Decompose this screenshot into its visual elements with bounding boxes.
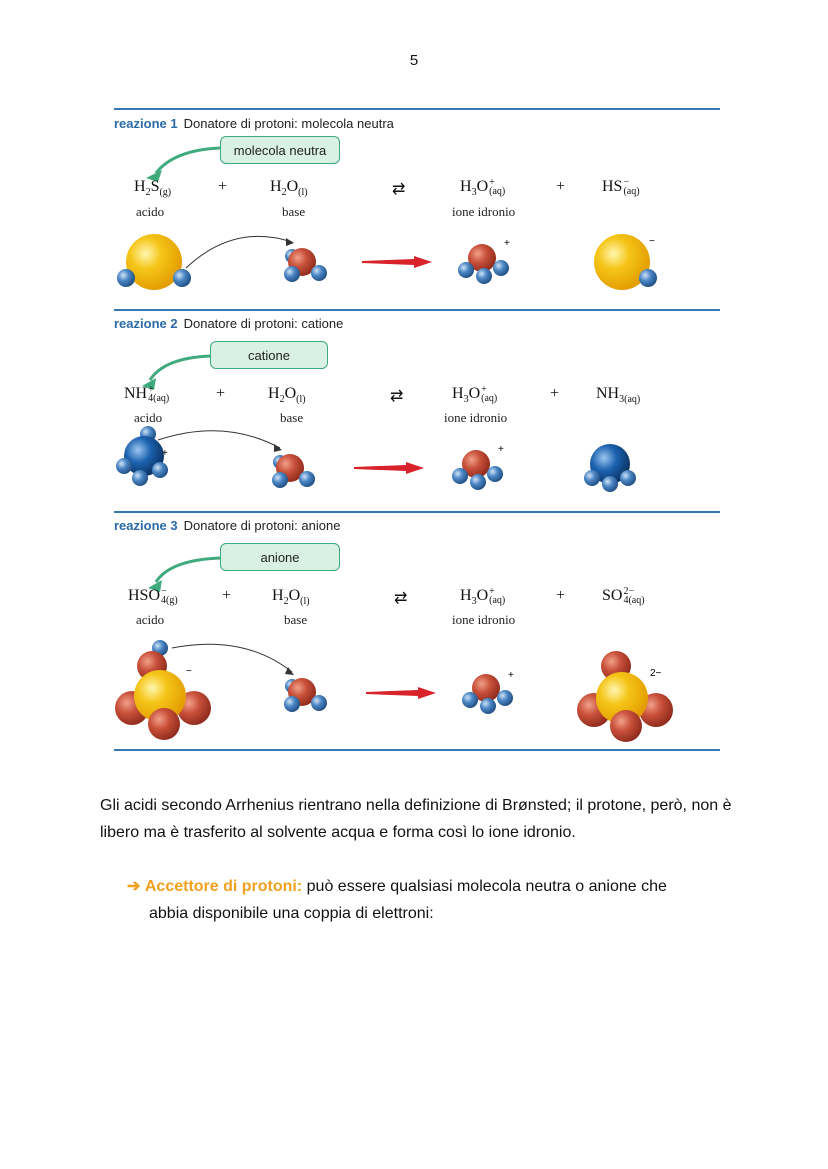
- equilibrium-icon: ⇄: [392, 181, 406, 198]
- acid-label: acido: [134, 410, 163, 425]
- reaction-3-molecules: [114, 638, 720, 748]
- base-formula: $H_2O_{(l)}$: [272, 587, 310, 608]
- reaction-number: reazione 1: [114, 116, 178, 131]
- product-formula: HS − (aq): [602, 177, 640, 198]
- acid-formula: NH + 4(aq): [124, 384, 170, 405]
- bullet-item: [127, 873, 747, 927]
- sulfur-atom: [126, 234, 182, 290]
- plus-sign: +: [216, 385, 226, 402]
- product-formula: SO 2− 4(aq): [602, 586, 645, 607]
- svg-text:2−: 2−: [650, 668, 662, 679]
- reaction-figure: [114, 108, 720, 753]
- hydronium-label: ione idronio: [452, 204, 516, 219]
- body-paragraph: Gli acidi secondo Arrhenius rientrano nella definizione di Brønsted; il protone, però, non è libero ma è trasferito al solvente acqua e forma così lo ione idronio.: [100, 797, 732, 841]
- arrow-right-icon: ➔: [127, 878, 141, 895]
- red-arrow-icon: [354, 462, 424, 474]
- tag-anione: anione: [220, 543, 340, 571]
- plus-sign: +: [556, 587, 566, 604]
- svg-text:+: +: [504, 238, 510, 249]
- svg-text:+: +: [162, 448, 168, 459]
- tag-molecola-neutra: molecola neutra: [220, 136, 340, 164]
- hydronium-label: ione idronio: [452, 612, 516, 627]
- reaction-1-molecules: [114, 228, 720, 298]
- reaction-number: reazione 3: [114, 518, 178, 533]
- section-divider: [114, 749, 720, 751]
- base-formula: $H_2O_{(l)}$: [270, 178, 308, 199]
- acid-formula: HSO − 4(g): [128, 586, 178, 607]
- base-label: base: [280, 410, 304, 425]
- plus-sign: +: [222, 587, 232, 604]
- page-number: 5: [409, 52, 419, 69]
- plus-sign: +: [550, 385, 560, 402]
- red-arrow-icon: [366, 687, 436, 699]
- svg-text:+: +: [508, 670, 514, 681]
- acid-label: acido: [136, 204, 165, 219]
- plus-sign: +: [556, 178, 566, 195]
- svg-text:−: −: [186, 666, 192, 677]
- acid-label: acido: [136, 612, 165, 627]
- hydrogen-atom: [117, 269, 135, 287]
- reaction-number: reazione 2: [114, 316, 178, 331]
- svg-text:−: −: [649, 236, 655, 247]
- reaction-description: Donatore di protoni: molecola neutra: [183, 116, 394, 131]
- reaction-description: Donatore di protoni: anione: [183, 518, 341, 533]
- hydronium-formula: $H_3O$ + (aq): [460, 177, 506, 199]
- equilibrium-icon: ⇄: [394, 590, 408, 607]
- bullet-text: può essere qualsiasi molecola neutra o anione che: [302, 878, 667, 895]
- red-arrow-icon: [362, 256, 432, 268]
- base-formula: $H_2O_{(l)}$: [268, 385, 306, 406]
- hydrogen-atom: [173, 269, 191, 287]
- svg-text:+: +: [498, 444, 504, 455]
- base-label: base: [284, 612, 308, 627]
- reaction-2-molecules: [114, 426, 720, 496]
- reaction-description: Donatore di protoni: catione: [183, 316, 344, 331]
- plus-sign: +: [218, 178, 228, 195]
- bullet-heading: Accettore di protoni:: [144, 878, 303, 895]
- tag-catione: catione: [210, 341, 328, 369]
- hydronium-label: ione idronio: [444, 410, 508, 425]
- hydronium-formula: $H_3O$ + (aq): [452, 384, 498, 406]
- base-label: base: [282, 204, 306, 219]
- acid-formula: $H_2S_{(g)}$: [134, 178, 172, 199]
- equilibrium-icon: ⇄: [390, 388, 404, 405]
- hydronium-formula: $H_3O$ + (aq): [460, 586, 506, 608]
- bullet-text-continued: abbia disponibile una coppia di elettroni:: [149, 905, 434, 922]
- product-formula: $NH_{3(aq)}$: [596, 385, 641, 406]
